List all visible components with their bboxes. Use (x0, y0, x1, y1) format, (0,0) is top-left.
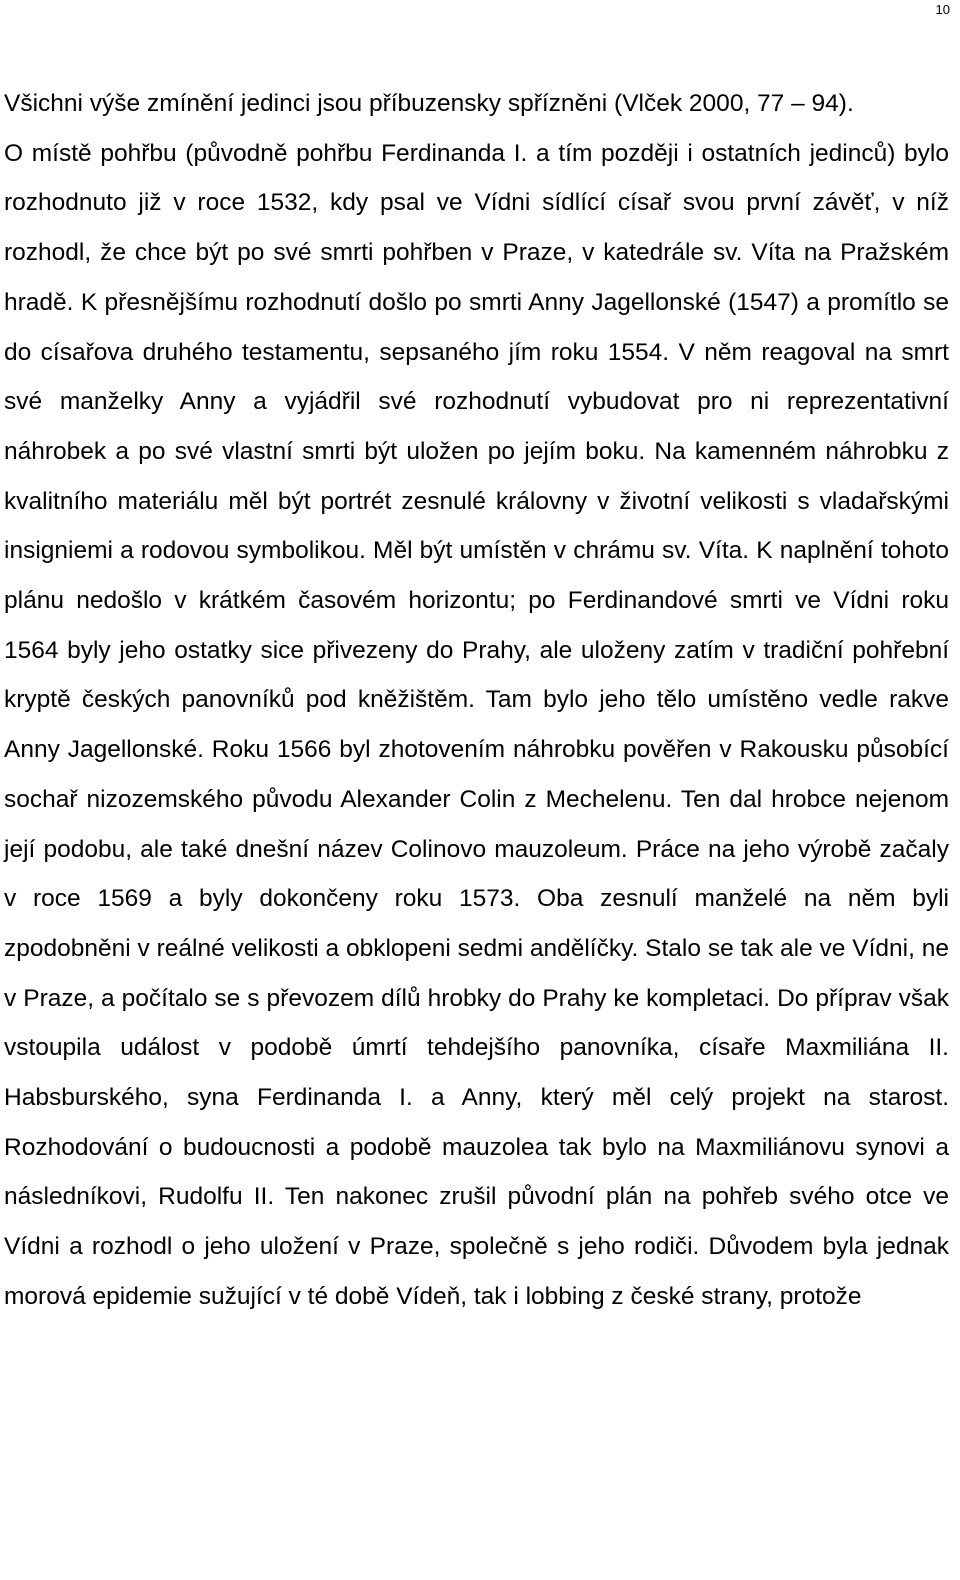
document-body (4, 79, 949, 1322)
page-number: 10 (935, 2, 950, 17)
paragraph-burial-place: O místě pohřbu (původně pohřbu Ferdinanda I. a tím později i ostatních jedinců) bylo rozhodnuto již v roce 1532, kdy psal ve Vídni sídlící císař svou první závěť, v níž rozhodl, že chce být po své smrti pohřben v Praze, v katedrále sv. Víta na Pražském hradě. K přesnějšímu rozhodnutí došlo po smrti Anny Jagellonské (1547) a promítlo se do císařova druhého testamentu, sepsaného jím roku 1554. V něm reagoval na smrt své manželky Anny a vyjádřil své rozhodnutí vybudovat pro ni reprezentativní náhrobek a po své vlastní smrti být uložen po jejím boku. Na kamenném náhrobku z kvalitního materiálu měl být portrét zesnulé královny v životní velikosti s vladařskými insigniemi a rodovou symbolikou. Měl být umístěn v chrámu sv. Víta. K naplnění tohoto plánu nedošlo v krátkém časovém horizontu; po Ferdinandové smrti ve Vídni roku 1564 byly jeho ostatky sice přivezeny do Prahy, ale uloženy zatím v tradiční pohřební kryptě českých panovníků pod kněžištěm. Tam bylo jeho tělo umístěno vedle rakve Anny Jagellonské. Roku 1566 byl zhotovením náhrobku pověřen v Rakousku působící sochař nizozemského původu Alexander Colin z Mechelenu. Ten dal hrobce nejenom její podobu, ale také dnešní název Colinovo mauzoleum. Práce na jeho výrobě začaly v roce 1569 a byly dokončeny roku 1573. Oba zesnulí manželé na něm byli zpodobněni v reálné velikosti a obklopeni sedmi andělíčky. Stalo se tak ale ve Vídni, ne v Praze, a počítalo se s převozem dílů hrobky do Prahy ke kompletaci. Do příprav však vstoupila událost v podobě úmrtí tehdejšího panovníka, císaře Maxmiliána II. Habsburského, syna Ferdinanda I. a Anny, který měl celý projekt na starost. Rozhodování o budoucnosti a podobě mauzolea tak bylo na Maxmiliánovu synovi a následníkovi, Rudolfu II. Ten nakonec zrušil původní plán na pohřeb svého otce ve Vídni a rozhodl o jeho uložení v Praze, společně s jeho rodiči. Důvodem byla jednak morová epidemie sužující v té době Vídeň, tak i lobbing z české strany, protože (4, 139, 949, 1310)
paragraph-relatives: Všichni výše zmínění jedinci jsou příbuzensky spřízněni (Vlček 2000, 77 – 94). (4, 90, 854, 117)
